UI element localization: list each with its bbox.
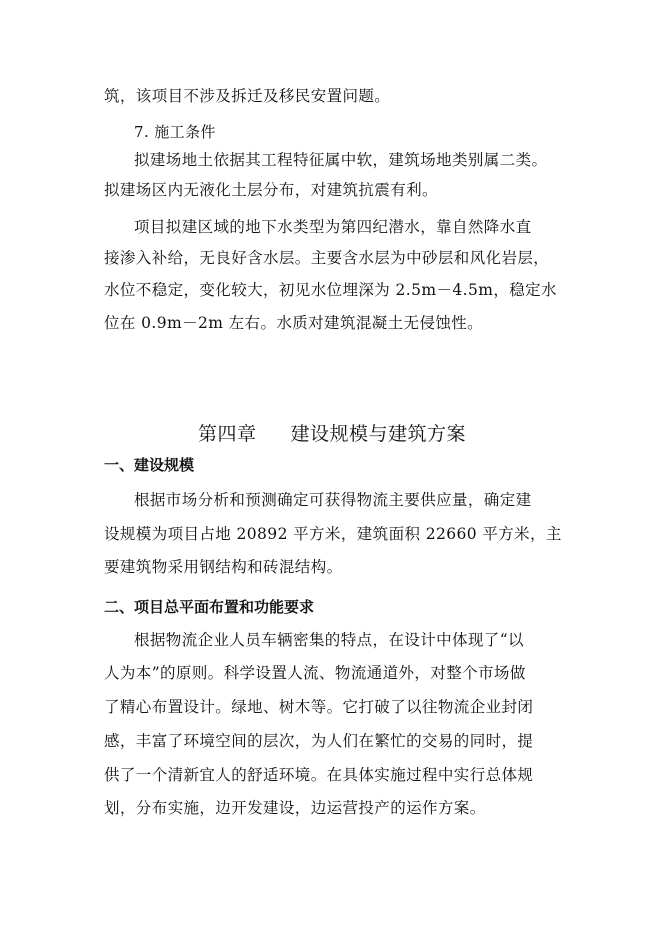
body-text-line: 要建筑物采用钢结构和砖混结构。 [104,558,343,576]
chapter-title: 建设规模与建筑方案 [290,423,467,445]
body-text-line: 位在 0.9m－2m 左右。水质对建筑混凝土无侵蚀性。 [104,314,484,332]
body-text-line: 供了一个清新宜人的舒适环境。在具体实施过程中实行总体规 [104,766,534,784]
body-text-line: 筑，该项目不涉及拆迁及移民安置问题。 [104,87,391,105]
section-heading-layout: 二、项目总平面布置和功能要求 [104,598,315,616]
body-text-line: 接渗入补给，无良好含水层。主要含水层为中砂层和风化岩层， [104,249,550,267]
body-text-line: 根据物流企业人员车辆密集的特点，在设计中体现了“以 [134,631,524,649]
body-text-line: 感，丰富了环境空间的层次，为人们在繁忙的交易的同时，提 [104,732,534,750]
body-text-line: 了精心布置设计。绿地、树木等。它打破了以往物流企业封闭 [104,698,534,716]
body-text-line: 人为本”的原则。科学设置人流、物流通道外，对整个市场做 [104,664,526,682]
body-text-line: 拟建场地土依据其工程特征属中软，建筑场地类别属二类。 [134,151,548,169]
body-text-line: 划，分布实施，边开发建设，边运营投产的运作方案。 [104,799,486,817]
body-text-line: 项目拟建区域的地下水类型为第四纪潜水，靠自然降水直 [134,218,532,236]
section-heading-scale: 一、建设规模 [104,456,195,474]
body-text-line: 设规模为项目占地 20892 平方米，建筑面积 22660 平方米，主 [104,525,562,543]
body-text-line: 水位不稳定，变化较大，初见水位埋深为 2.5m－4.5m，稳定水 [104,281,557,299]
chapter-number: 第四章 [198,423,257,445]
body-text-line: 拟建场区内无液化土层分布，对建筑抗震有利。 [104,181,438,199]
subsection-title: 7. 施工条件 [134,123,216,141]
body-text-line: 根据市场分析和预测确定可获得物流主要供应量，确定建 [134,491,532,509]
chapter-heading [198,422,466,446]
